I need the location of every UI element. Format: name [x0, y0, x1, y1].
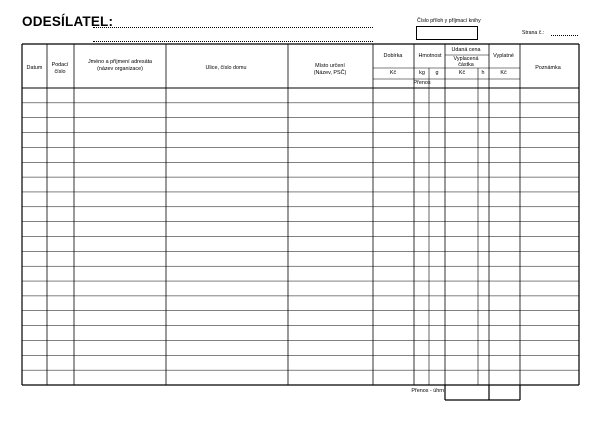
sender-title: ODESÍLATEL: — [22, 14, 114, 29]
col-header-vyplacena-line2: částka — [458, 62, 474, 68]
unit-vyplacena-kc: Kč — [458, 70, 466, 76]
col-header-podaci-line2: číslo — [54, 69, 66, 75]
carry-over-total-label: Přenos - úhrn — [411, 388, 444, 394]
carry-over-top-label: Přenos — [413, 80, 431, 86]
col-header-ulice: Ulice, číslo domu — [205, 65, 247, 71]
col-header-datum: Datum — [26, 65, 43, 71]
unit-hmotnost-kg: kg — [419, 70, 425, 76]
col-header-jmeno-line1: Jméno a příjmení adresáta — [87, 59, 153, 65]
col-header-dobirka: Dobírka — [383, 53, 403, 59]
col-header-podaci-line1: Podací — [51, 62, 69, 68]
unit-dobirka-kc: Kč — [389, 70, 397, 76]
table-header — [27, 47, 561, 86]
unit-hmotnost-g: g — [435, 70, 439, 76]
certificate-label: Číslo příloh y příjmací knihy — [417, 18, 481, 24]
col-header-udana-cena: Udaná cena — [451, 47, 481, 53]
col-header-poznamka: Poznámka — [535, 65, 561, 71]
col-header-hmotnost: Hmotnost — [418, 53, 442, 59]
col-header-jmeno-line2: (název organizace) — [97, 66, 143, 72]
unit-vyplacena-h: h — [481, 70, 485, 76]
page-number-label: Strana č.: — [522, 30, 545, 36]
unit-vyplatne-kc: Kč — [500, 70, 507, 76]
col-header-vyplacena-line1: Vyplacená — [453, 56, 479, 62]
col-header-vyplatne: Vyplatné — [493, 53, 514, 59]
col-header-misto-line1: Místo určení — [315, 63, 345, 69]
table-grid-lines — [22, 44, 579, 400]
col-header-misto-line2: (Název, PSČ) — [313, 70, 347, 76]
